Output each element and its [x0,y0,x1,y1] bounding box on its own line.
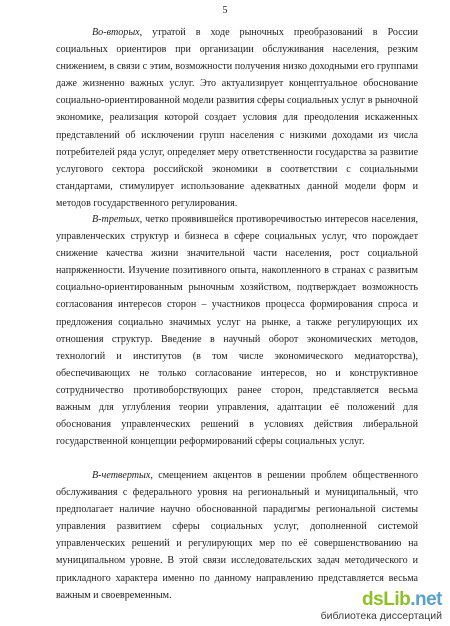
dslib-watermark[interactable] [321,590,442,622]
paragraph-lead: Во-вторых, [92,27,143,38]
page-number: 5 [222,5,228,16]
paragraph-lead: В-четвертых, [92,470,153,481]
paragraph-lead: В-третьих, [92,214,143,225]
paragraph-text: четко проявившейся противоречивостью интересов населения, управленческих структур и бизнеса в сфере социальных услуг, что порождает снижение качества жизни значительной части населения, рост социальной напряженности. Изучение позитивного опыта, накопленного в странах с развитым социально-ориентированным рыночным хозяйством, подтверждает возможность согласования интересов сторон – участников процесса формирования спроса и предложения социально значимых услуг на рынке, а также регулирующих их отношения структур. Введение в научный оборот экономических методов, технологий и институтов (в том числе экономического медиаторства), обеспечивающих не только согласование интересов, но и конструктивное сотрудничество противоборствующих ранее сторон, представляется весьма важным для углубления теории управления, адаптации её положений для обоснования управленческих решений в условиях действия либеральной государственной концепции реформирований сферы социальных услуг. [56,214,418,448]
paragraph-third [56,211,418,450]
dslib-logo [321,590,442,610]
logo-part-dslib: dsLib [362,589,411,610]
paragraph-text: смещением акцентов в решении проблем общественного обслуживания с федерального уровня на региональный и муниципальный, что предполагает наличие научно обоснованной парадигмы региональной системы управления развитием сферы социальных услуг, дополненной системой управленческих решений и регулирующих мер по её совершенствованию на муниципальном уровне. В этой связи исследовательских задач методического и прикладного характера именно по данному направлению представляется весьма важным и своевременным. [56,470,418,601]
paragraph-text: утратой в ходе рыночных преобразований в России социальных ориентиров при организации обслуживания населения, резким снижением, в связи с этим, возможности получения низко доходными его группами даже жизненно важных услуг. Это актуализирует концептуальное обоснование социально-ориентированной модели развития сферы социальных услуг в рыночной экономике, реализация которой создает условия для преодоления искаженных представлений об исключении групп населения с низкими доходами из числа потребителей ряда услуг, определяет меру ответственности государства за развитие услугового сектора российской экономики в соответствии с социальными стандартами, стимулирует использование адекватных данной модели форм и методов государственного регулирования. [56,27,418,209]
dslib-tagline: библиотека диссертаций [320,610,442,622]
paragraph-fourth [56,467,418,604]
logo-part-net: .net [410,589,442,610]
paragraph-second [56,24,418,212]
